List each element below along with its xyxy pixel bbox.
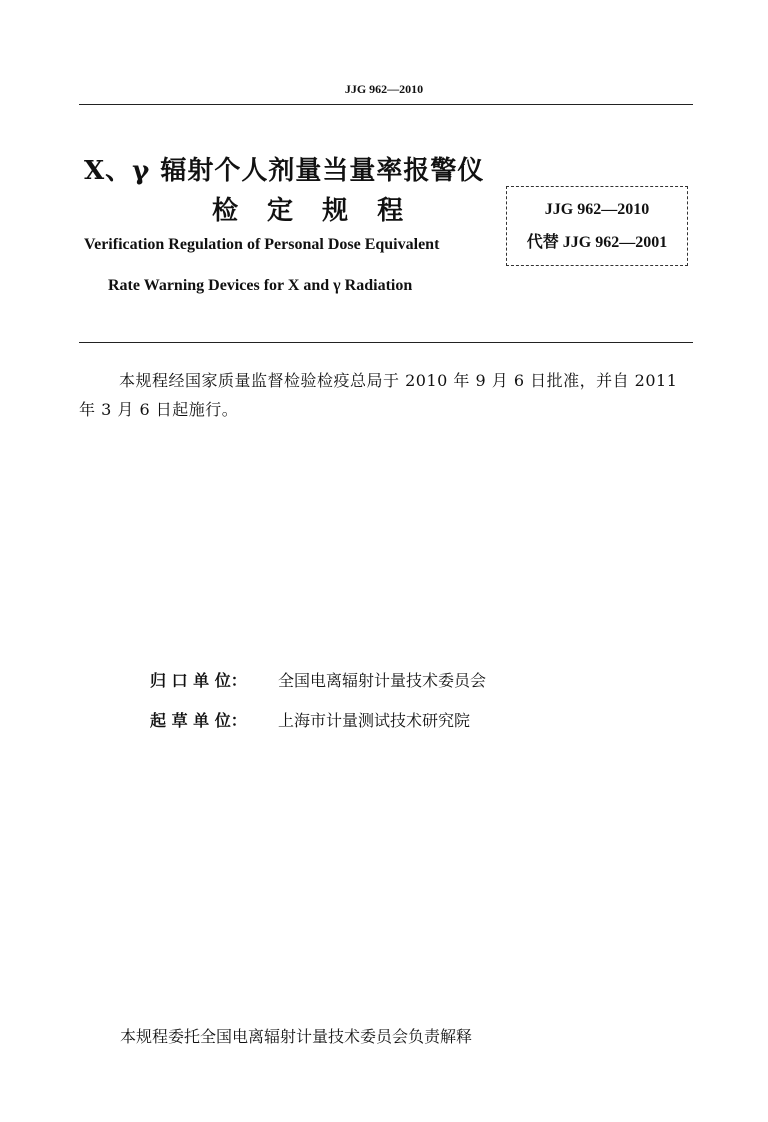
title-chinese: X、γ 辐射个人剂量当量率报警仪 bbox=[84, 156, 485, 186]
middle-divider bbox=[79, 342, 693, 343]
title-english-line1: Verification Regulation of Personal Dose Equivalent bbox=[84, 236, 440, 253]
top-divider bbox=[79, 104, 693, 105]
standard-code: JJG 962—2010 bbox=[544, 201, 650, 218]
responsible-unit-row bbox=[150, 668, 486, 691]
title-english-line2: Rate Warning Devices for X and γ Radiation bbox=[108, 277, 413, 294]
responsible-unit-label: 归 口 单 位： bbox=[150, 671, 247, 690]
interpretation-note: 本规程委托全国电离辐射计量技术委员会负责解释 bbox=[120, 1027, 473, 1046]
drafting-unit-label: 起 草 单 位： bbox=[150, 711, 247, 730]
standard-code-box bbox=[506, 186, 688, 266]
responsible-unit-value: 全国电离辐射计量技术委员会 bbox=[278, 671, 487, 690]
replaces-code: 代替 JJG 962—2001 bbox=[526, 234, 668, 251]
header-code: JJG 962—2010 bbox=[344, 82, 424, 96]
drafting-unit-value: 上海市计量测试技术研究院 bbox=[278, 711, 471, 730]
drafting-unit-row bbox=[150, 708, 470, 731]
subtitle-chinese: 检 定 规 程 bbox=[212, 196, 414, 226]
approval-statement: 本规程经国家质量监督检验检疫总局于 2010 年 9 月 6 日批准，并自 2011 年 3 月 6 日起施行。 bbox=[79, 371, 678, 419]
